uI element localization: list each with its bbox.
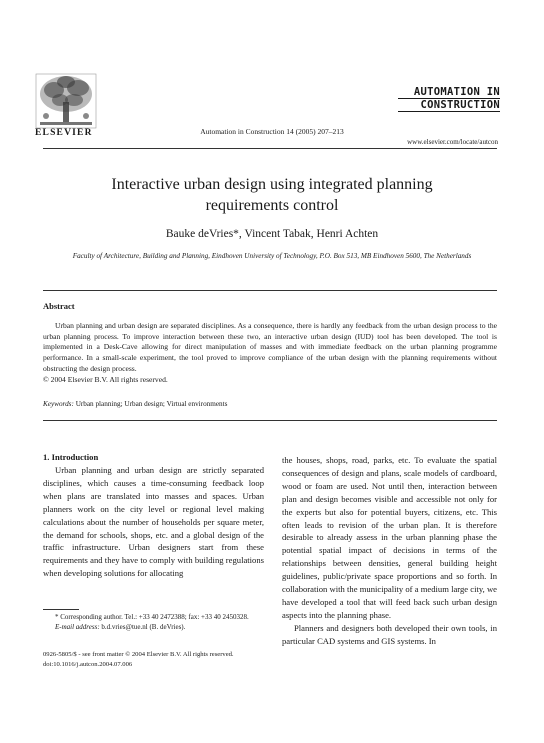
footnote-rule bbox=[43, 609, 79, 610]
email-address[interactable]: b.d.vries@tue.nl (B. deVries). bbox=[101, 623, 186, 631]
authors: Bauke deVries*, Vincent Tabak, Henri Achten bbox=[165, 228, 379, 240]
left-column bbox=[43, 464, 264, 580]
footnote bbox=[43, 612, 264, 632]
affiliation: Faculty of Architecture, Building and Planning, Eindhoven University of Technology, P.O. Box 513, MB Eindhoven 5600, The Netherlands bbox=[72, 252, 472, 260]
journal-brand-line2: CONSTRUCTION bbox=[398, 99, 500, 112]
email-note bbox=[43, 622, 264, 632]
intro-paragraph-1: Urban planning and urban design are strictly separated disciplines, which causes a time-consuming feedback loop when plans are translated into masses and spaces. Urban planners work on the city level or regional level making calculations about the number of households per square meter, the demand for schools, shops, etc. and a global design of the traffic infrastructure. Urban designers start from these requirements and they have to comply with building regulations when developing solutions for allocating bbox=[43, 465, 264, 579]
keywords-list: Urban planning; Urban design; Virtual environments bbox=[75, 400, 228, 408]
intro-paragraph-1-cont: the houses, shops, road, parks, etc. To evaluate the spatial consequences of design and plans, scale models of cardboard, wood or foam are used. Not until then, interaction between plan and design becomes visible and accessible not only for the experts but also for potential buyers, citizens, etc. This often leads to revision of the urban plan. It is therefore desirable to already assess in the urban planning phase the potential spatial impact of decisions in terms of the relationships between densities, general building height guidelines, public/private space proportions and so forth. In collaboration with the municipality of a medium large city, we have developed a tool that will feed back such urban design aspects into the planning phase. bbox=[282, 455, 497, 620]
title-line-2: requirements control bbox=[205, 197, 339, 214]
issn-line: 0926-5805/$ - see front matter © 2004 Elsevier B.V. All rights reserved. bbox=[43, 651, 234, 658]
email-label: E-mail address: bbox=[55, 623, 100, 631]
keywords bbox=[43, 400, 227, 408]
journal-url[interactable]: www.elsevier.com/locate/autcon bbox=[407, 138, 498, 146]
elsevier-tree-logo bbox=[34, 72, 98, 130]
header-rule bbox=[43, 148, 497, 149]
abstract-copyright: © 2004 Elsevier B.V. All rights reserved. bbox=[43, 375, 168, 384]
journal-brand-line1: AUTOMATION IN bbox=[398, 86, 500, 99]
title-line-1: Interactive urban design using integrated planning bbox=[111, 176, 433, 193]
abstract-body bbox=[43, 321, 497, 375]
abstract-paragraph: Urban planning and urban design are separated disciplines. As a consequence, there is hardly any feedback from the urban design process to the urban planning process. To improve interaction between these two, an interactive urban design (IUD) tool has been developed. The tool is implemented in a Desk-Cave allowing for direct manipulation of masses and with immediate feedback on the urban planning programme performance. In a small-scale experiment, the tool proved to improve compliance of the urban design with the planning requirements without obstructing the design process. bbox=[43, 321, 497, 373]
abstract-heading: Abstract bbox=[43, 301, 75, 311]
front-matter-info bbox=[43, 650, 234, 670]
intro-paragraph-2: Planners and designers both developed their own tools, in particular CAD systems and GIS systems. In bbox=[282, 622, 497, 646]
section-heading: 1. Introduction bbox=[43, 452, 99, 462]
doi-line[interactable]: doi:10.1016/j.autcon.2004.07.006 bbox=[43, 661, 133, 668]
publisher-name: ELSEVIER bbox=[35, 128, 93, 138]
abstract-bottom-rule bbox=[43, 420, 497, 421]
journal-brand-logo bbox=[398, 86, 500, 112]
abstract-top-rule bbox=[43, 290, 497, 291]
right-column bbox=[282, 454, 497, 648]
keywords-label: Keywords: bbox=[43, 400, 74, 408]
journal-reference: Automation in Construction 14 (2005) 207–213 bbox=[200, 127, 344, 136]
corresponding-author-note: * Corresponding author. Tel.: +33 40 2472388; fax: +33 40 2450328. bbox=[55, 613, 249, 621]
article-title bbox=[60, 174, 484, 216]
